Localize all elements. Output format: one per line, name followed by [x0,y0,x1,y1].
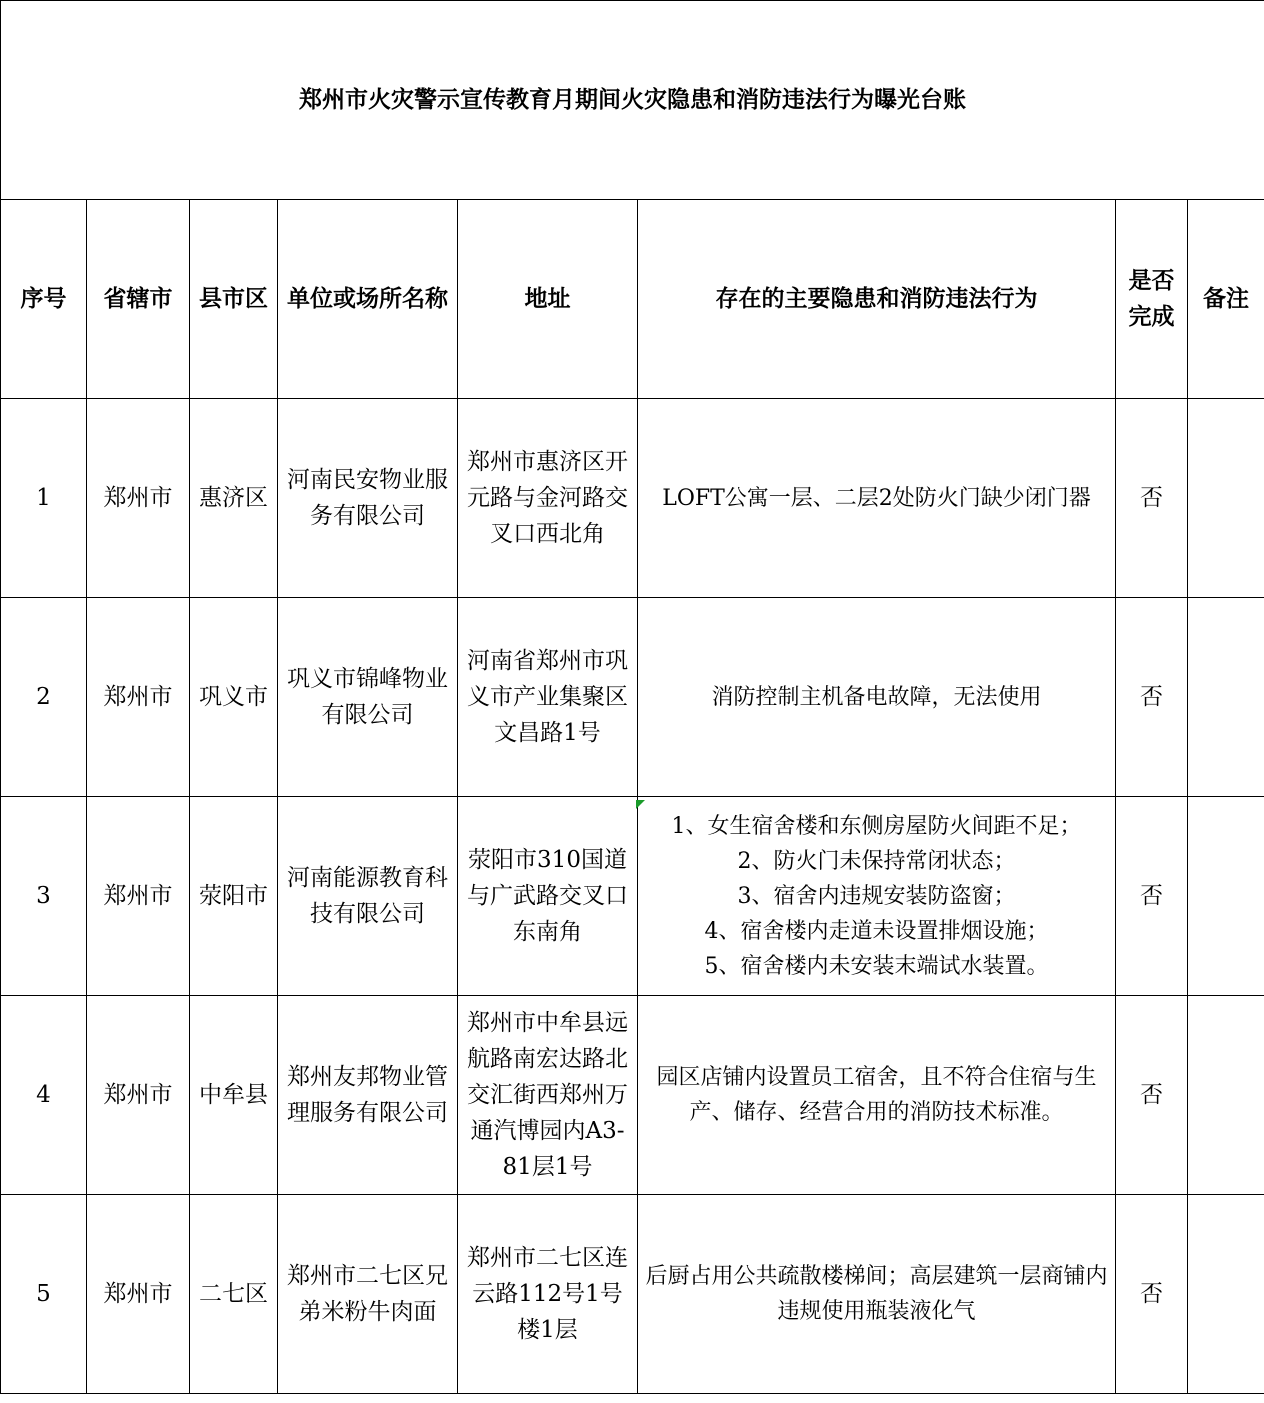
row-address: 郑州市二七区连云路112号1号楼1层 [458,1195,638,1394]
row-index: 3 [1,797,87,996]
row-unit: 巩义市锦峰物业有限公司 [278,598,458,797]
table-title: 郑州市火灾警示宣传教育月期间火灾隐患和消防违法行为曝光台账 [1,1,1264,200]
issue-line: 2、防火门未保持常闭状态； [737,848,1016,874]
row-district: 中牟县 [190,996,278,1195]
row-address: 河南省郑州市巩义市产业集聚区文昌路1号 [458,598,638,797]
row-district: 惠济区 [190,399,278,598]
issue-line: 4、宿舍楼内走道未设置排烟设施； [704,918,1049,944]
row-address: 郑州市中牟县远航路南宏达路北交汇街西郑州万通汽博园内A3-81层1号 [458,996,638,1195]
header-district: 县市区 [190,200,278,399]
row-note [1188,598,1264,797]
row-district: 巩义市 [190,598,278,797]
row-index: 4 [1,996,87,1195]
header-index: 序号 [1,200,87,399]
row-address: 荥阳市310国道与广武路交叉口东南角 [458,797,638,996]
issue-line: 3、宿舍内违规安装防盗窗； [737,883,1016,909]
row-index: 1 [1,399,87,598]
header-issues: 存在的主要隐患和消防违法行为 [638,200,1116,399]
row-district: 二七区 [190,1195,278,1394]
row-issues [638,1195,1116,1394]
header-done: 是否完成 [1116,200,1188,399]
table-row [1,598,1264,797]
table-row [1,1195,1264,1394]
row-note [1188,996,1264,1195]
row-issues [638,797,1116,996]
row-issues [638,598,1116,797]
row-note [1188,399,1264,598]
row-unit: 郑州友邦物业管理服务有限公司 [278,996,458,1195]
row-issues [638,399,1116,598]
row-done: 否 [1116,399,1188,598]
header-city: 省辖市 [87,200,190,399]
row-note [1188,797,1264,996]
row-address: 郑州市惠济区开元路与金河路交叉口西北角 [458,399,638,598]
row-unit: 河南能源教育科技有限公司 [278,797,458,996]
row-done: 否 [1116,1195,1188,1394]
table-row [1,797,1264,996]
issue-line: 1、女生宿舍楼和东侧房屋防火间距不足； [671,813,1082,839]
row-city: 郑州市 [87,598,190,797]
row-city: 郑州市 [87,399,190,598]
row-index: 2 [1,598,87,797]
row-city: 郑州市 [87,1195,190,1394]
row-index: 5 [1,1195,87,1394]
table-row [1,399,1264,598]
row-issues [638,996,1116,1195]
row-note [1188,1195,1264,1394]
header-unit: 单位或场所名称 [278,200,458,399]
row-done: 否 [1116,598,1188,797]
header-address: 地址 [458,200,638,399]
row-unit: 河南民安物业服务有限公司 [278,399,458,598]
header-row [1,200,1264,399]
header-note: 备注 [1188,200,1264,399]
row-done: 否 [1116,797,1188,996]
issue-line: 后厨占用公共疏散楼梯间；高层建筑一层商铺内违规使用瓶装液化气 [645,1264,1108,1324]
issue-line: 消防控制主机备电故障，无法使用 [711,684,1042,710]
issue-line: 5、宿舍楼内未安装末端试水装置。 [704,953,1049,979]
issue-line: LOFT公寓一层、二层2处防火门缺少闭门器 [662,485,1091,511]
row-district: 荥阳市 [190,797,278,996]
cell-comment-marker [636,800,645,809]
table-row [1,996,1264,1195]
row-city: 郑州市 [87,996,190,1195]
row-city: 郑州市 [87,797,190,996]
row-done: 否 [1116,996,1188,1195]
issue-line: 园区店铺内设置员工宿舍，且不符合住宿与生产、储存、经营合用的消防技术标准。 [656,1065,1097,1125]
row-unit: 郑州市二七区兄弟米粉牛肉面 [278,1195,458,1394]
